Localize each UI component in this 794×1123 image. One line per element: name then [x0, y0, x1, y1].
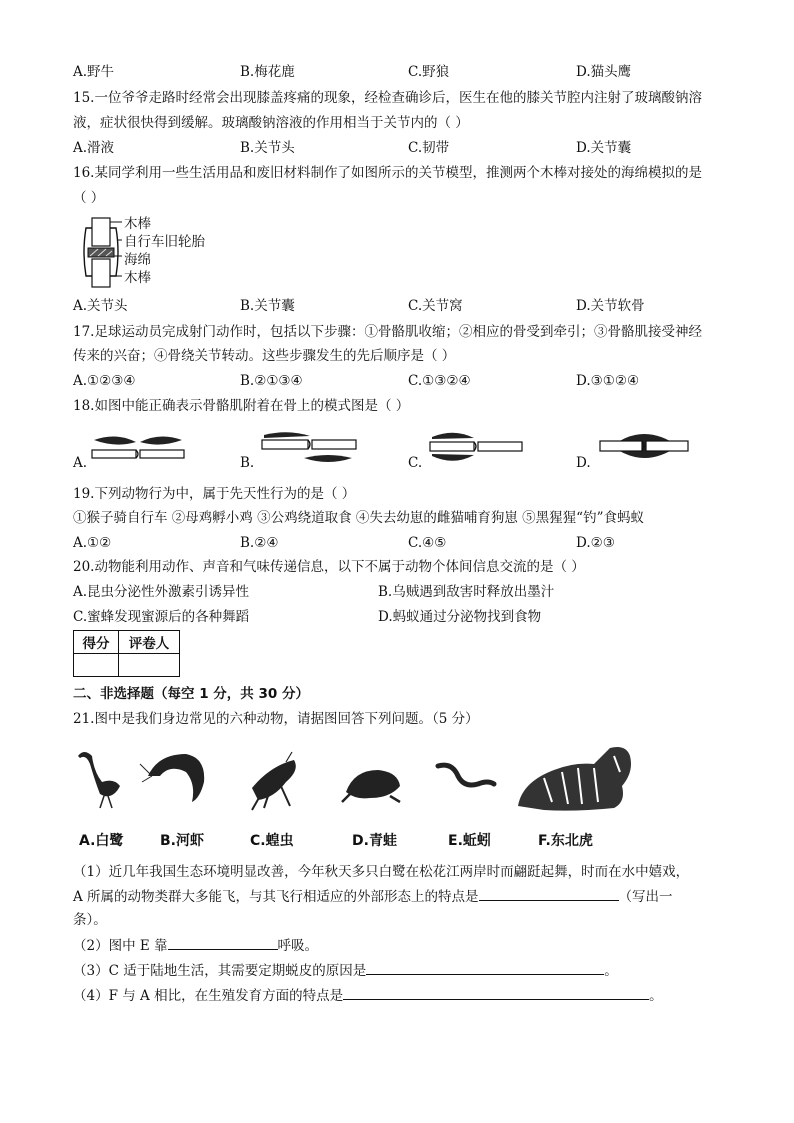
q16-options [73, 296, 733, 316]
q20-option-b[interactable]: B.乌贼遇到敌害时释放出墨汁 [378, 584, 555, 600]
caption-earthworm: E.蚯蚓 [448, 833, 491, 849]
label-wood-stick-top: 木棒 [124, 216, 151, 232]
q18-option-d[interactable]: D. [576, 455, 591, 471]
label-wood-stick-bottom: 木棒 [124, 270, 151, 286]
q15-option-a[interactable]: A.滑液 [73, 140, 115, 156]
label-bike-tire: 自行车旧轮胎 [124, 234, 205, 250]
q21-sub1-text-a: A 所属的动物类群大多能飞，与其飞行相适应的外部形态上的特点是 [73, 889, 479, 905]
egret-image [78, 752, 120, 808]
q21-sub1-line3: 条）。 [73, 912, 107, 928]
q19-options [73, 533, 733, 553]
q21-sub1-line1: （1）近几年我国生态环境明显改善，今年秋天多只白鹭在松花江两岸时而翩跹起舞，时而在水中嬉戏， [73, 864, 690, 880]
q17-stem-line2: 传来的兴奋；④骨绕关节转动。这些步骤发生的先后顺序是（ ） [73, 348, 456, 364]
q19-stem-line2: ①猴子骑自行车 ②母鸡孵小鸡 ③公鸡绕道取食 ④失去幼崽的雌猫哺育狗崽 ⑤黑猩猩“钓”食蚂蚁 [73, 510, 644, 526]
q18-option-b[interactable]: B. [240, 455, 255, 471]
joint-model-labels [124, 215, 205, 287]
muscle-diagram-b [258, 428, 358, 468]
q16-option-b[interactable]: B.关节囊 [240, 298, 295, 314]
q14-option-b[interactable]: B.梅花鹿 [240, 64, 295, 80]
q16-option-d[interactable]: D.关节软骨 [576, 298, 645, 314]
q19-option-c[interactable]: C.④⑤ [408, 535, 447, 551]
q14-option-d[interactable]: D.猫头鹰 [576, 64, 632, 80]
q21-sub4-text-b: 。 [649, 988, 663, 1004]
animals-figure [74, 742, 714, 824]
q15-option-d[interactable]: D.关节囊 [576, 140, 632, 156]
q18-option-a[interactable]: A. [73, 455, 88, 471]
q15-stem-line1: 15.一位爷爷走路时经常会出现膝盖疼痛的现象，经检查确诊后，医生在他的膝关节腔内注射了玻璃酸钠溶 [73, 90, 702, 106]
q21-stem-line1: 21.图中是我们身边常见的六种动物，请据图回答下列问题。（5 分） [73, 711, 479, 727]
label-sponge: 海绵 [124, 252, 151, 268]
q14-option-a[interactable]: A.野牛 [73, 64, 115, 80]
muscle-diagram-a [88, 428, 188, 468]
score-cell[interactable] [74, 654, 119, 677]
q15-option-c[interactable]: C.韧带 [408, 140, 450, 156]
q21-sub3-text-a: （3）C 适于陆地生活，其需要定期蜕皮的原因是 [73, 963, 367, 979]
caption-frog: D.青蛙 [352, 833, 397, 849]
q17-option-d[interactable]: D.③①②④ [576, 373, 640, 389]
q17-options [73, 371, 733, 391]
q16-option-c[interactable]: C.关节窝 [408, 298, 463, 314]
score-header: 得分 [74, 631, 119, 654]
q19-option-d[interactable]: D.②③ [576, 535, 615, 551]
q18-stem-line1: 18.如图中能正确表示骨骼肌附着在骨上的模式图是（ ） [73, 398, 410, 414]
q16-option-a[interactable]: A.关节头 [73, 298, 128, 314]
q21-sub4-text-a: （4）F 与 A 相比，在生殖发育方面的特点是 [73, 988, 344, 1004]
q17-stem-line1: 17.足球运动员完成射门动作时，包括以下步骤：①骨骼肌收缩；②相应的骨受到牵引；③骨骼肌接受神经 [73, 324, 702, 340]
q16-stem-line2: （ ） [73, 190, 105, 206]
q20-option-c[interactable]: C.蜜蜂发现蜜源后的各种舞蹈 [73, 609, 250, 625]
q19-stem-line1: 19.下列动物行为中，属于先天性行为的是（ ） [73, 486, 356, 502]
section2-title: 二、非选择题（每空 1 分，共 30 分） [73, 686, 309, 702]
q20-option-d[interactable]: D.蚂蚁通过分泌物找到食物 [378, 609, 542, 625]
q14-options [73, 62, 733, 82]
q21-sub3-blank[interactable] [366, 960, 604, 975]
q15-options [73, 138, 733, 158]
q15-stem-line2: 液，症状很快得到缓解。玻璃酸钠溶液的作用相当于关节内的（ ） [73, 115, 469, 131]
q15-option-b[interactable]: B.关节头 [240, 140, 295, 156]
q21-sub3-line [73, 960, 618, 981]
earthworm-image [438, 765, 494, 785]
q21-sub2-line [73, 935, 318, 956]
q21-sub1-line2 [73, 886, 673, 907]
q21-sub1-blank[interactable] [479, 886, 619, 901]
caption-shrimp: B.河虾 [160, 833, 204, 849]
q21-sub4-blank[interactable] [343, 985, 649, 1000]
shrimp-image [140, 754, 204, 802]
q20-option-a[interactable]: A.昆虫分泌性外激素引诱异性 [73, 584, 250, 600]
q16-stem-line1: 16.某同学利用一些生活用品和废旧材料制作了如图所示的关节模型，推测两个木棒对接处的海绵模拟的是 [73, 165, 702, 181]
score-table [73, 630, 180, 677]
q21-sub4-line [73, 985, 663, 1006]
q19-option-a[interactable]: A.①② [73, 535, 112, 551]
q21-sub1-text-b: （写出一 [618, 889, 673, 905]
q18-option-c[interactable]: C. [408, 455, 423, 471]
grader-cell[interactable] [119, 654, 180, 677]
caption-tiger: F.东北虎 [538, 833, 593, 849]
q19-option-b[interactable]: B.②④ [240, 535, 279, 551]
q20-stem-line1: 20.动物能利用动作、声音和气味传递信息，以下不属于动物个体间信息交流的是（ ） [73, 559, 585, 575]
q17-option-c[interactable]: C.①③②④ [408, 373, 471, 389]
q17-option-b[interactable]: B.②①③④ [240, 373, 303, 389]
locust-image [252, 752, 296, 810]
frog-image [342, 770, 400, 802]
caption-egret: A.白鹭 [79, 833, 124, 849]
q21-sub2-text-a: （2）图中 E 靠 [73, 938, 168, 954]
q20-options-row1 [73, 582, 733, 602]
muscle-diagram-c [426, 428, 526, 468]
q17-option-a[interactable]: A.①②③④ [73, 373, 136, 389]
muscle-diagram-d [596, 426, 692, 470]
grader-header: 评卷人 [119, 631, 180, 654]
tiger-image [518, 747, 631, 811]
q21-sub3-text-b: 。 [604, 963, 618, 979]
q20-options-row2 [73, 607, 733, 627]
q21-sub2-text-b: 呼吸。 [277, 938, 319, 954]
q21-sub2-blank[interactable] [168, 935, 278, 950]
q14-option-c[interactable]: C.野狼 [408, 64, 450, 80]
caption-locust: C.蝗虫 [250, 833, 294, 849]
